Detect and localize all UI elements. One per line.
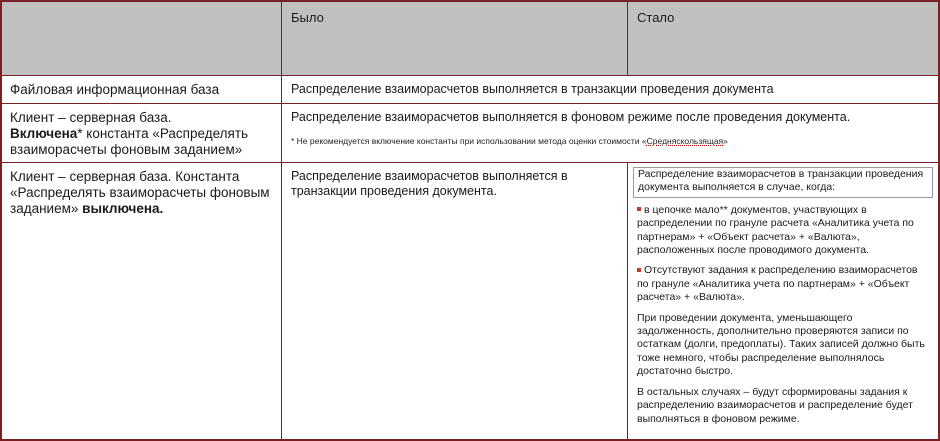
- paragraph-check: При проведении документа, уменьшающего задолженность, дополнительно проверяются записи по остаткам (долги, предоплаты). Таких записей должно быть тоже немного, чтобы распределение выполнялось достаточно быстро.: [637, 311, 925, 378]
- row-text: Распределение взаиморасчетов выполняется в транзакции проведения документа: [291, 82, 774, 96]
- row-label: [2, 104, 281, 162]
- bullet-icon: [637, 268, 641, 272]
- list-item-text: в цепочке мало** документов, участвующих в распределении по грануле расчета «Аналитика учета по партнерам» + «Объект расчета» + «Валюта», расположенных после проводимого документа.: [637, 203, 914, 257]
- row-label: [2, 163, 281, 439]
- bullet-icon: [637, 207, 641, 211]
- footnote: [291, 136, 929, 147]
- row-text: [282, 104, 938, 162]
- table-row-file-base: [2, 76, 938, 104]
- header-cell-was: Было: [291, 10, 324, 25]
- row-text-main: Распределение взаиморасчетов выполняется в фоновом режиме после проведения документа.: [291, 110, 851, 124]
- row-label-bold: Включена: [10, 126, 78, 141]
- row-became-text: [628, 163, 938, 439]
- header-cell-empty: [2, 2, 281, 75]
- row-label: Файловая информационная база: [10, 82, 220, 97]
- paragraph-other-cases: В остальных случаях – будут сформированы задания к распределению взаиморасчетов и распределение будет выполняться в фоновом режиме.: [637, 385, 913, 425]
- list-item: [637, 204, 929, 258]
- footnote-prefix: * Не рекомендуется включение константы при использовании метода оценки стоимости «: [291, 136, 647, 146]
- table-row-client-server-enabled: [2, 104, 938, 163]
- row-label-line: Клиент – серверная база. Константа «Распределять взаиморасчеты фоновым заданием»: [10, 169, 270, 216]
- list-item: [637, 264, 929, 304]
- table-row-client-server-disabled: [2, 163, 938, 439]
- row-label-bold: выключена.: [82, 201, 164, 216]
- footnote-suffix: »: [723, 136, 728, 146]
- footnote-term: Средняскользящая: [646, 136, 724, 146]
- header-cell-became: Стало: [637, 10, 675, 25]
- table-header-row: [2, 2, 938, 76]
- row-label-line: Клиент – серверная база.: [10, 110, 172, 125]
- became-intro: Распределение взаиморасчетов в транзакции проведения документа выполняется в случае, когда:: [633, 167, 933, 198]
- row-was-text: Распределение взаиморасчетов выполняется в транзакции проведения документа.: [291, 169, 568, 198]
- row-label-rest: * константа «Распределять взаиморасчеты фоновым заданием»: [10, 126, 249, 157]
- list-item-text: Отсутствуют задания к распределению взаиморасчетов по грануле «Аналитика учета по партнерам» + «Объект расчета» + «Валюта».: [637, 264, 918, 304]
